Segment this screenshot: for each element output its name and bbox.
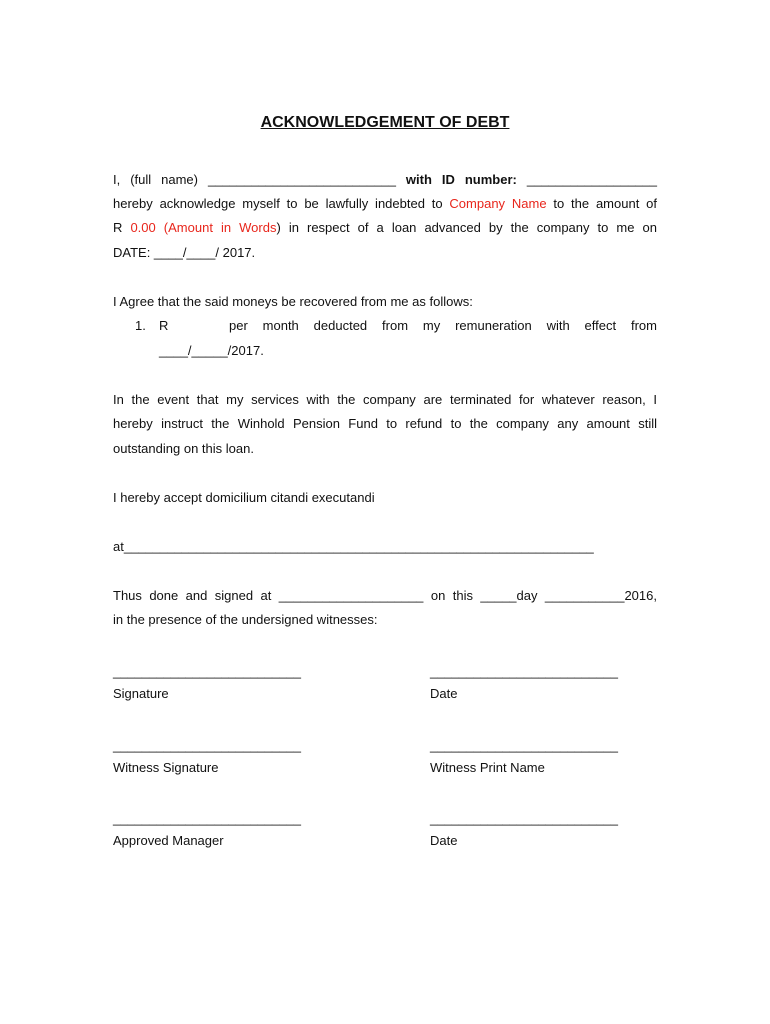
amount-text: to the amount of [546,196,657,211]
indebted-line [113,196,657,212]
list-number: 1. [135,318,146,333]
witness-print-label: Witness Print Name [430,760,545,775]
domicilium-address-blank: at_________________________________________________________________ [113,539,594,554]
list-item-date: ____/_____/2017. [159,343,264,358]
recovery-intro: I Agree that the said moneys be recovered from me as follows: [113,294,473,309]
amount-in-words-placeholder: Amount in Words [168,220,277,235]
approved-manager-blank: __________________________ [113,811,301,826]
id-number-blank: __________________ [516,172,657,187]
currency-label: R [113,220,131,235]
signature-blank: __________________________ [113,664,301,679]
indebted-text: hereby acknowledge myself to be lawfully indebted to [113,196,450,211]
termination-line-2: hereby instruct the Winhold Pension Fund to refund to the company any amount still [113,416,657,431]
termination-line-3: outstanding on this loan. [113,441,254,456]
date-blank-2: __________________________ [430,811,618,826]
amount-line [113,220,657,236]
fullname-line [113,172,657,188]
date-label-1: Date [430,686,458,701]
witness-signature-blank: __________________________ [113,738,301,753]
approved-manager-label: Approved Manager [113,833,224,848]
date-line: DATE: ____/____/ 2017. [113,245,256,260]
company-name-placeholder: Company Name [449,196,547,211]
fullname-label: I, (full name) __________________________ [113,172,406,187]
document-title: ACKNOWLEDGEMENT OF DEBT [260,114,510,131]
amount-words-open: ( [155,220,169,235]
witness-signature-label: Witness Signature [113,760,219,775]
loan-text: ) in respect of a loan advanced by the company to me on [276,220,657,235]
date-blank-1: __________________________ [430,664,618,679]
termination-line-1: In the event that my services with the company are terminated for whatever reason, I [113,392,657,407]
witness-print-blank: __________________________ [430,738,618,753]
amount-value: 0.00 [130,220,156,235]
witnesses-line: in the presence of the undersigned witnesses: [113,612,378,627]
date-label-2: Date [430,833,458,848]
signed-at-line: Thus done and signed at ____________________ on this _____day ___________2016, [113,588,657,603]
signature-label: Signature [113,686,169,701]
domicilium-line: I hereby accept domicilium citandi executandi [113,490,375,505]
id-number-label: with ID number: [405,172,517,187]
list-item-currency: R [159,318,169,333]
list-item-text: per month deducted from my remuneration with effect from [229,318,657,333]
